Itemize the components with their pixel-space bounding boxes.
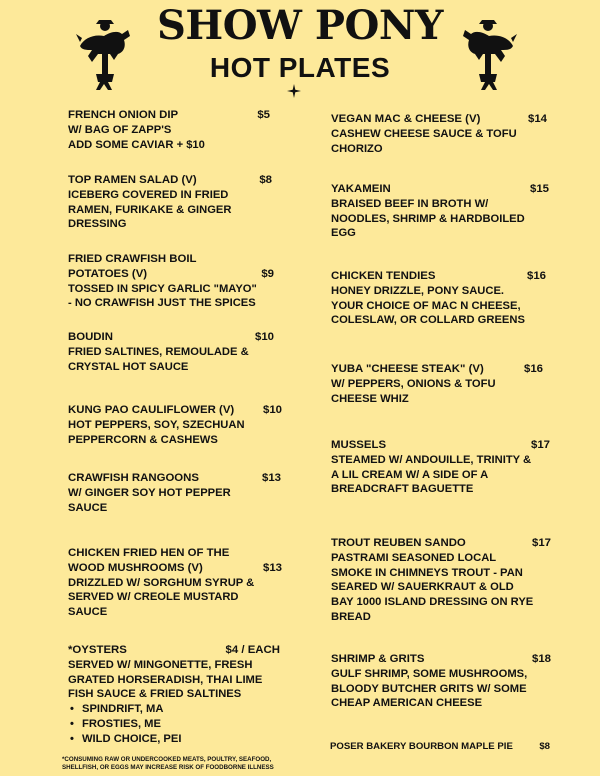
item-name: VEGAN MAC & CHEESE (V)	[331, 113, 481, 125]
item-description: TOSSED IN SPICY GARLIC "MAYO" - NO CRAWFISH JUST THE SPICES	[68, 282, 257, 310]
item-price: $10	[254, 331, 274, 343]
item-name: YUBA "CHEESE STEAK" (V)	[331, 363, 484, 375]
item-price: $14	[527, 113, 547, 125]
item-description: DRIZZLED W/ SORGHUM SYRUP & SERVED W/ CREOLE MUSTARD SAUCE	[68, 576, 255, 619]
menu-item	[68, 108, 270, 152]
item-description: ICEBERG COVERED IN FRIED RAMEN, FURIKAKE & GINGER DRESSING	[68, 188, 232, 231]
menu-item	[331, 362, 543, 406]
menu-item	[331, 269, 546, 328]
menu-item	[68, 403, 282, 447]
menu-item	[68, 330, 274, 374]
menu-item	[331, 112, 547, 156]
menu-item	[331, 438, 550, 497]
item-name: *OYSTERS	[68, 644, 127, 656]
item-description: CASHEW CHEESE SAUCE & TOFU CHORIZO	[331, 127, 517, 155]
menu-item	[68, 252, 274, 311]
item-price: $18	[531, 653, 551, 665]
item-description: HONEY DRIZZLE, PONY SAUCE. YOUR CHOICE OF MAC N CHEESE, COLESLAW, OR COLLARD GREENS	[331, 284, 525, 327]
item-description: PASTRAMI SEASONED LOCAL SMOKE IN CHIMNEYS TROUT - PAN SEARED W/ SAUERKRAUT & OLD BAY 1000 ISLAND DRESSING ON RYE BREAD	[331, 551, 534, 623]
menu-item	[331, 182, 549, 241]
list-item: • FROSTIES, ME	[82, 717, 280, 732]
item-name: BOUDIN	[68, 331, 113, 343]
brand-title: SHOW PONY	[157, 2, 443, 49]
cowboy-riding-horse-icon	[74, 16, 138, 92]
list-item: • SPINDRIFT, MA	[82, 702, 280, 717]
food-safety-disclaimer: *CONSUMING RAW OR UNDERCOOKED MEATS, POULTRY, SEAFOOD, SHELLFISH, OR EGGS MAY INCREASE RISK OF FOODBORNE ILLNESS	[62, 756, 274, 771]
item-description: W/ BAG OF ZAPP'S ADD SOME CAVIAR + $10	[68, 123, 205, 151]
item-name: WOOD MUSHROOMS (V)	[68, 561, 203, 574]
item-description: SERVED W/ MINGONETTE, FRESH GRATED HORSERADISH, THAI LIME FISH SAUCE & FRIED SALTINES	[68, 658, 263, 701]
item-name: TOP RAMEN SALAD (V)	[68, 174, 197, 186]
item-name: POTATOES (V)	[68, 267, 148, 280]
item-price: $9	[261, 267, 274, 280]
item-description: HOT PEPPERS, SOY, SZECHUAN PEPPERCORN & CASHEWS	[68, 418, 245, 446]
dessert-item	[330, 741, 550, 752]
item-price: $13	[262, 561, 282, 574]
item-description: W/ GINGER SOY HOT PEPPER SAUCE	[68, 486, 231, 514]
item-name: YAKAMEIN	[331, 183, 391, 195]
menu-item	[331, 652, 551, 711]
item-price: $8	[539, 741, 550, 752]
item-name: CHICKEN TENDIES	[331, 270, 436, 282]
item-price: $16	[523, 363, 543, 375]
item-description: BRAISED BEEF IN BROTH W/ NOODLES, SHRIMP & HARDBOILED EGG	[331, 197, 525, 240]
item-price: $8	[259, 174, 272, 186]
menu-item	[68, 643, 280, 747]
item-price: $16	[526, 270, 546, 282]
item-description: W/ PEPPERS, ONIONS & TOFU CHEESE WHIZ	[331, 377, 496, 405]
item-description: FRIED SALTINES, REMOULADE & CRYSTAL HOT SAUCE	[68, 345, 249, 373]
menu-item	[68, 471, 281, 515]
item-price: $17	[530, 439, 550, 451]
list-item: • WILD CHOICE, PEI	[82, 732, 280, 747]
item-price: $15	[529, 183, 549, 195]
item-description: GULF SHRIMP, SOME MUSHROOMS, BLOODY BUTCHER GRITS W/ SOME CHEAP AMERICAN CHEESE	[331, 667, 528, 710]
item-name: POSER BAKERY BOURBON MAPLE PIE	[330, 741, 513, 752]
item-name: CRAWFISH RANGOONS	[68, 472, 199, 484]
item-name: FRENCH ONION DIP	[68, 109, 179, 121]
cowboy-riding-horse-icon	[455, 16, 519, 92]
oyster-variety-list	[68, 702, 280, 746]
item-price: $10	[262, 404, 282, 416]
item-price: $5	[257, 109, 270, 121]
item-name: KUNG PAO CAULIFLOWER (V)	[68, 404, 235, 416]
item-price: $13	[261, 472, 281, 484]
item-name: SHRIMP & GRITS	[331, 653, 425, 665]
menu-item	[331, 536, 551, 625]
menu-item	[68, 546, 282, 620]
item-name: MUSSELS	[331, 439, 387, 451]
item-description: STEAMED W/ ANDOUILLE, TRINITY & A LIL CREAM W/ A SIDE OF A BREADCRAFT BAGUETTE	[331, 453, 532, 496]
item-price: $4 / EACH	[225, 644, 280, 656]
four-point-star-icon	[287, 84, 301, 98]
item-name: TROUT REUBEN SANDO	[331, 537, 466, 549]
menu-item	[68, 173, 272, 232]
menu-subtitle: HOT PLATES	[209, 52, 391, 83]
item-name: FRIED CRAWFISH BOIL	[68, 253, 197, 265]
item-name: CHICKEN FRIED HEN OF THE	[68, 547, 230, 559]
item-price: $17	[531, 537, 551, 549]
